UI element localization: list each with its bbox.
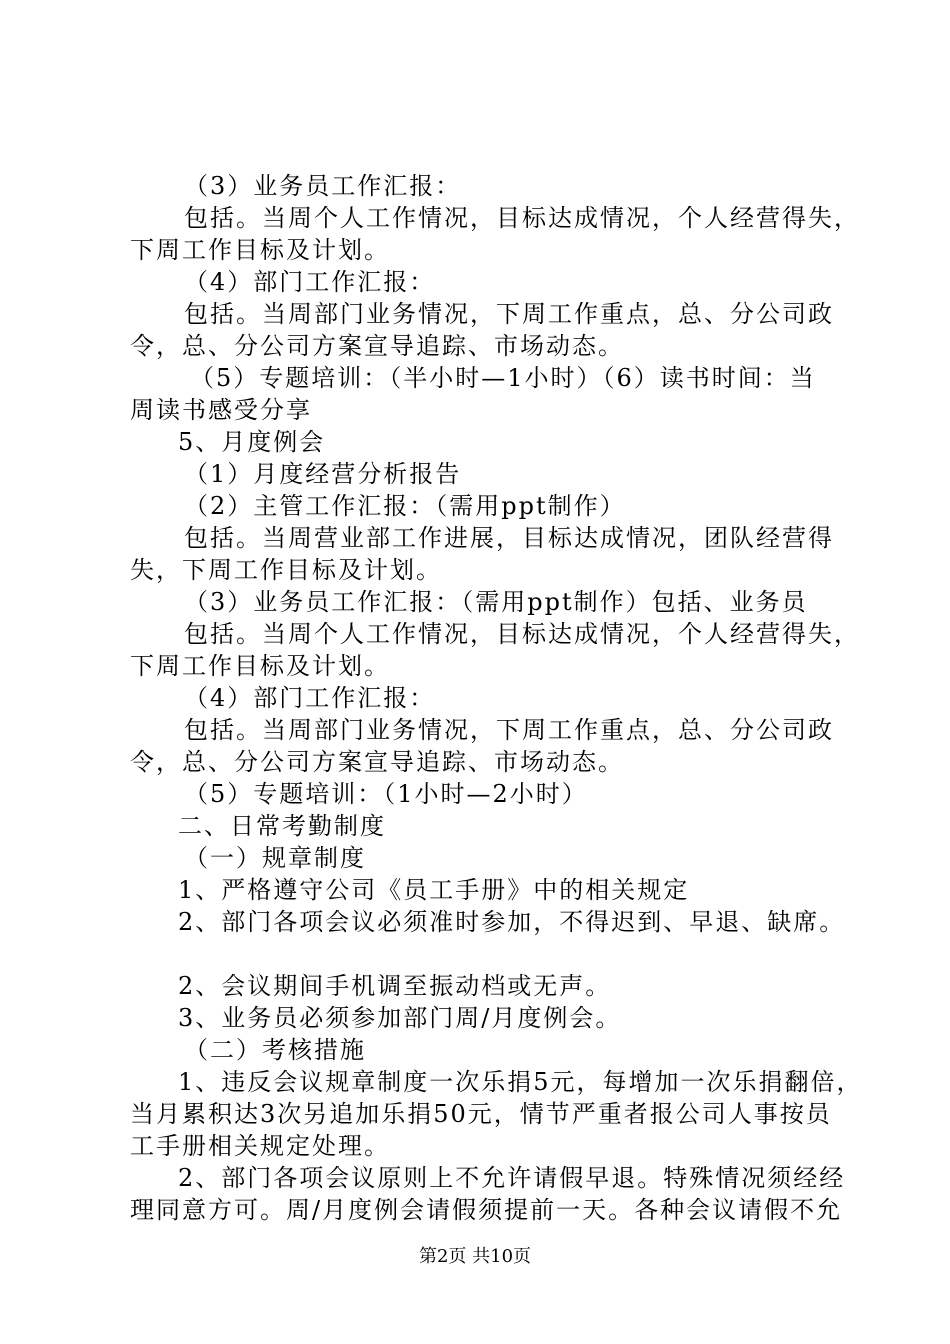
text-line: 令，总、分公司方案宣导追踪、市场动态。 xyxy=(130,332,624,360)
text-line: （4）部门工作汇报： xyxy=(184,684,436,712)
text-line: 包括。当周营业部工作进展，目标达成情况，团队经营得 xyxy=(184,524,834,552)
text-line: 包括。当周部门业务情况，下周工作重点，总、分公司政 xyxy=(184,300,834,328)
text-line: 1、违反会议规章制度一次乐捐5元，每增加一次乐捐翻倍， xyxy=(178,1068,863,1096)
text-line: 令，总、分公司方案宣导追踪、市场动态。 xyxy=(130,748,624,776)
text-line: 2、部门各项会议必须准时参加，不得迟到、早退、缺席。 xyxy=(178,908,846,936)
text-line: 当月累积达3次另追加乐捐50元，情节严重者报公司人事按员 xyxy=(130,1100,832,1128)
blank-line xyxy=(130,938,850,970)
subsection-heading: （一）规章制度 xyxy=(184,844,366,872)
text-line: （5）专题培训：（1小时—2小时） xyxy=(184,780,588,808)
text-line: （3）业务员工作汇报：（需用ppt制作）包括、业务员 xyxy=(184,588,808,616)
text-line: 理同意方可。周/月度例会请假须提前一天。各种会议请假不允 xyxy=(130,1196,843,1224)
text-line: 包括。当周个人工作情况，目标达成情况，个人经营得失， xyxy=(184,204,860,232)
text-line: （2）主管工作汇报：（需用ppt制作） xyxy=(184,492,626,520)
page-number-footer: 第2页 共10页 xyxy=(418,1246,532,1267)
text-line: 下周工作目标及计划。 xyxy=(130,652,390,680)
text-line: （3）业务员工作汇报： xyxy=(184,172,462,200)
text-line: 周读书感受分享 xyxy=(130,396,312,424)
text-line: （5）专题培训：（半小时—1小时）（6）读书时间：当 xyxy=(190,364,816,392)
text-line: 工手册相关规定处理。 xyxy=(130,1132,390,1160)
text-line: （1）月度经营分析报告 xyxy=(184,460,462,488)
text-line: （4）部门工作汇报： xyxy=(184,268,436,296)
document-body xyxy=(130,170,863,1226)
text-line: 1、严格遵守公司《员工手册》中的相关规定 xyxy=(178,876,690,904)
text-line: 2、部门各项会议原则上不允许请假早退。特殊情况须经经 xyxy=(178,1164,846,1192)
text-line: 失，下周工作目标及计划。 xyxy=(130,556,442,584)
text-line: 3、业务员必须参加部门周/月度例会。 xyxy=(178,1004,622,1032)
section-heading: 5、月度例会 xyxy=(178,428,326,456)
section-heading: 二、日常考勤制度 xyxy=(178,812,386,840)
text-line: 包括。当周部门业务情况，下周工作重点，总、分公司政 xyxy=(184,716,834,744)
text-line: 下周工作目标及计划。 xyxy=(130,236,390,264)
text-line: 2、会议期间手机调至振动档或无声。 xyxy=(178,972,612,1000)
text-line: 包括。当周个人工作情况，目标达成情况，个人经营得失， xyxy=(184,620,860,648)
subsection-heading: （二）考核措施 xyxy=(184,1036,366,1064)
